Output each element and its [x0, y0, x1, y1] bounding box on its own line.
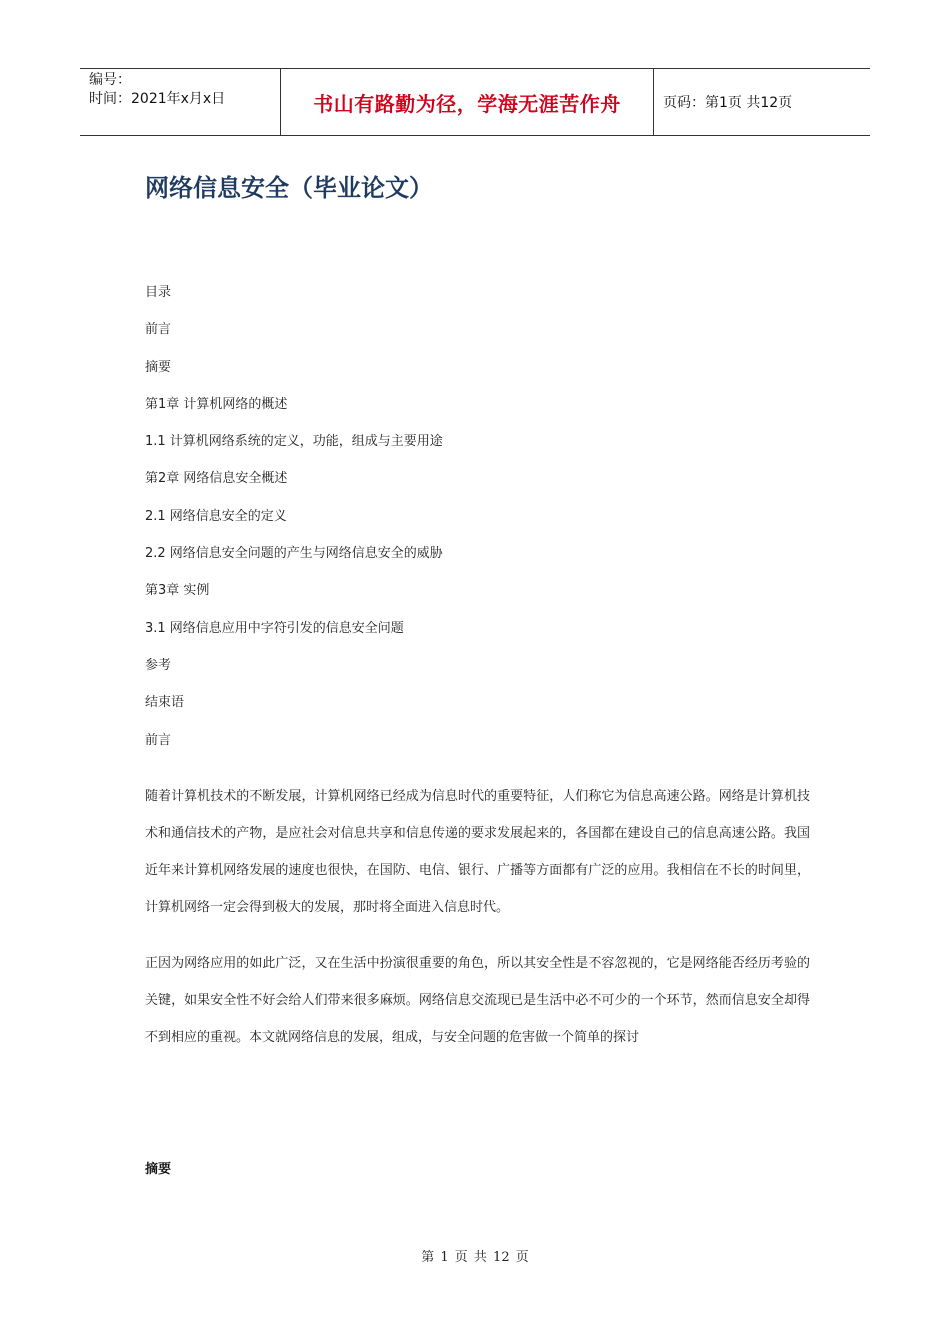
toc-item: 1.1 计算机网络系统的定义，功能，组成与主要用途	[145, 434, 443, 450]
page-header	[80, 68, 870, 136]
body-paragraph: 随着计算机技术的不断发展，计算机网络已经成为信息时代的重要特征，人们称它为信息高速公路。网络是计算机技术和通信技术的产物，是应社会对信息共享和信息传递的要求发展起来的，各国都在建设自己的信息高速公路。我国近年来计算机网络发展的速度也很快，在国防、电信、银行、广播等方面都有广泛的应用。我相信在不长的时间里，计算机网络一定会得到极大的发展，那时将全面进入信息时代。	[145, 789, 810, 915]
abstract-heading: 摘要	[145, 1162, 172, 1177]
toc-item: 3.1 网络信息应用中字符引发的信息安全问题	[145, 620, 404, 636]
toc-item: 摘要	[145, 359, 172, 375]
toc-item: 前言	[145, 322, 172, 338]
toc-item: 第2章 网络信息安全概述	[145, 471, 288, 487]
header-motto: 书山有路勤为径，学海无涯苦作舟	[281, 69, 654, 135]
toc-item: 前言	[145, 732, 172, 748]
time-label: 时间：2021年x月x日	[89, 91, 226, 107]
code-label: 编号：	[89, 72, 131, 88]
document-title: 网络信息安全（毕业论文）	[145, 174, 433, 202]
toc-item: 结束语	[145, 695, 185, 711]
toc-item: 目录	[145, 285, 172, 300]
toc-item: 2.1 网络信息安全的定义	[145, 508, 287, 524]
header-meta	[80, 69, 281, 135]
body-paragraph: 正因为网络应用的如此广泛，又在生活中扮演很重要的角色，所以其安全性是不容忽视的，它是网络能否经历考验的关键，如果安全性不好会给人们带来很多麻烦。网络信息交流现已是生活中必不可少的一个环节，然而信息安全却得不到相应的重视。本文就网络信息的发展，组成，与安全问题的危害做一个简单的探讨	[145, 956, 810, 1045]
toc-item: 参考	[145, 657, 172, 673]
toc-item: 2.2 网络信息安全问题的产生与网络信息安全的威胁	[145, 546, 443, 562]
toc-item: 第1章 计算机网络的概述	[145, 396, 288, 412]
page-footer: 第 1 页 共 12 页	[421, 1250, 529, 1265]
table-of-contents	[145, 283, 443, 768]
toc-item: 第3章 实例	[145, 583, 210, 599]
header-page-info: 页码：第1页 共12页	[663, 95, 793, 111]
